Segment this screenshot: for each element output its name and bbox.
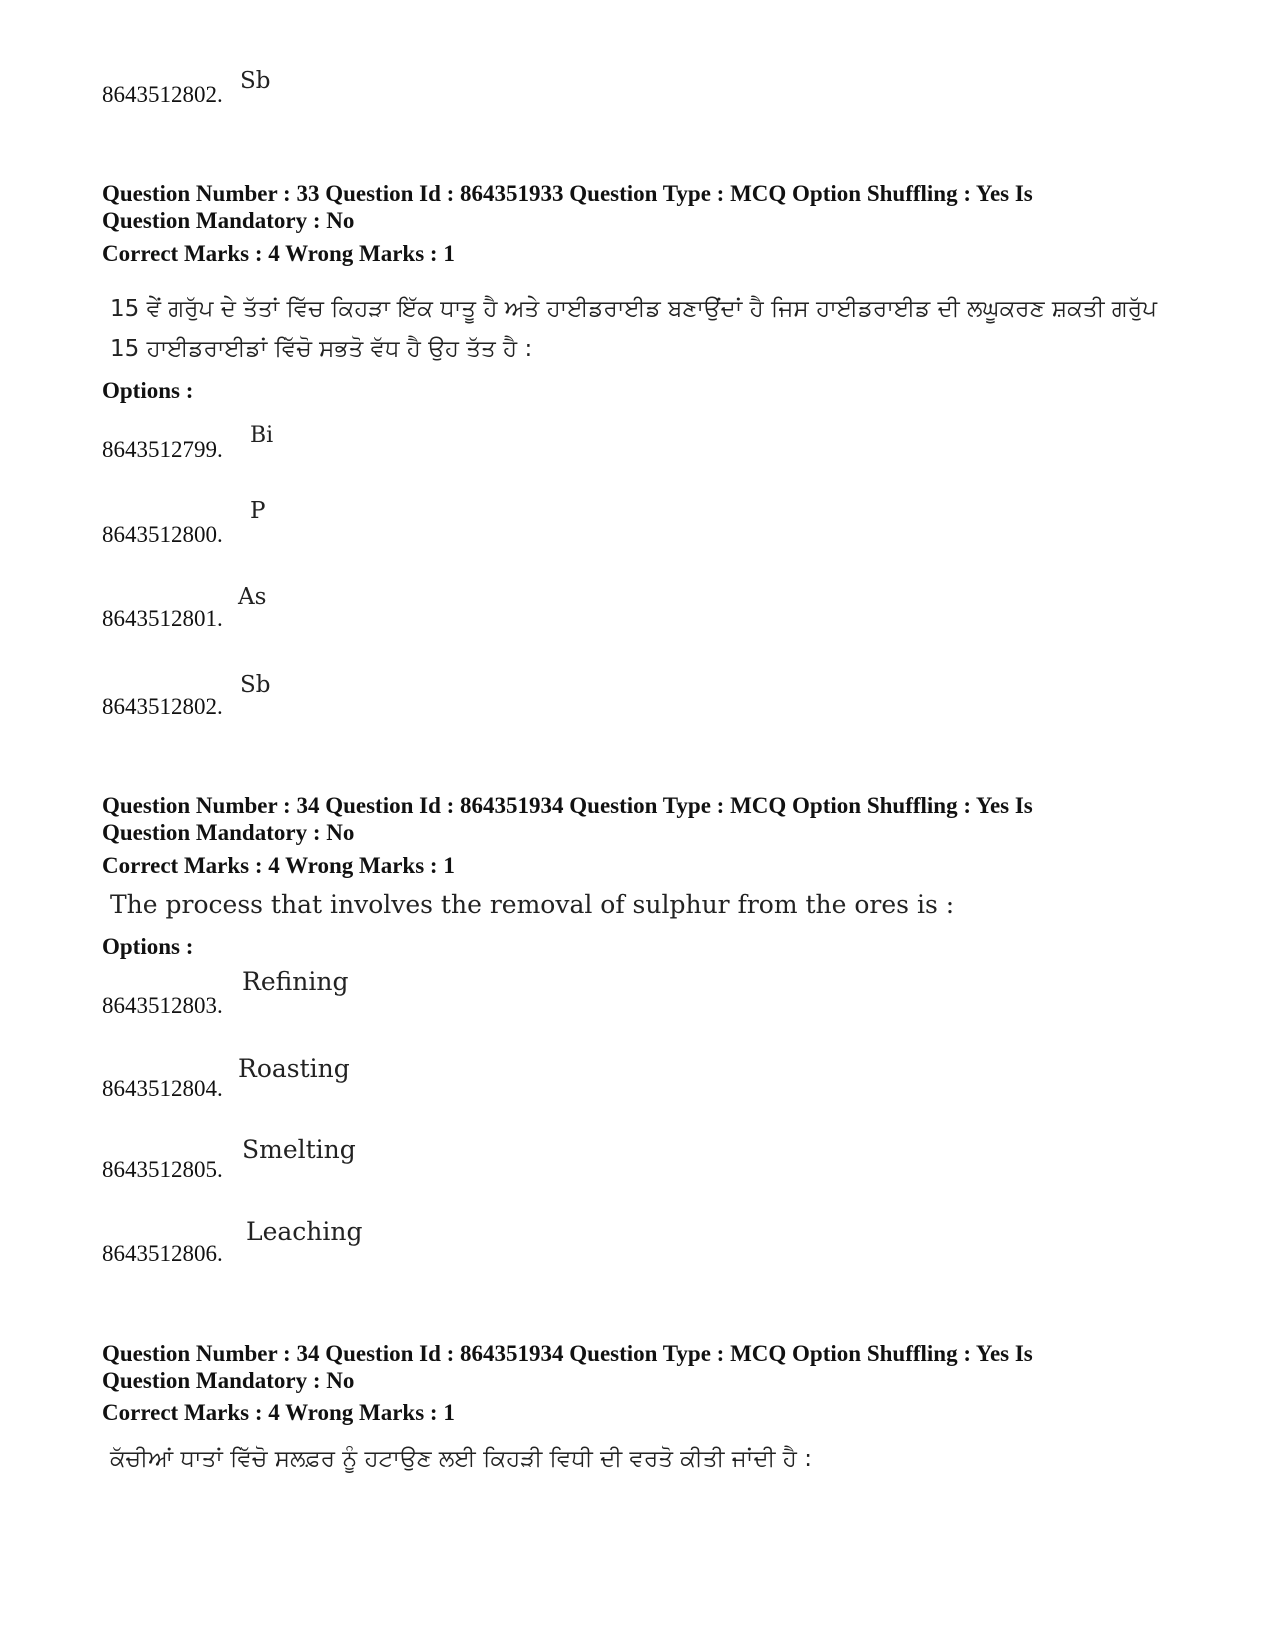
question-marks: Correct Marks : 4 Wrong Marks : 1 <box>102 1400 455 1425</box>
option-text: Smelting <box>242 1135 356 1164</box>
question-marks: Correct Marks : 4 Wrong Marks : 1 <box>102 853 455 878</box>
option-text: Refining <box>242 967 349 996</box>
option-text: Leaching <box>246 1217 363 1246</box>
question-marks: Correct Marks : 4 Wrong Marks : 1 <box>102 241 455 266</box>
options-label: Options : <box>102 934 194 959</box>
question-header: Question Number : 33 Question Id : 864351933 Question Type : MCQ Option Shuffling : Yes Is <box>102 181 1033 206</box>
option-text: Bi <box>250 423 274 448</box>
option-text: Sb <box>240 68 271 94</box>
question-mandatory: Question Mandatory : No <box>102 1368 355 1393</box>
question-text: The process that involves the removal of sulphur from the ores is : <box>110 890 955 919</box>
question-header: Question Number : 34 Question Id : 864351934 Question Type : MCQ Option Shuffling : Yes Is <box>102 793 1033 818</box>
option-id: 8643512804. <box>102 1076 223 1101</box>
option-id: 8643512799. <box>102 437 223 462</box>
option-id: 8643512802. <box>102 82 223 107</box>
question-text-line-1: 15 ਵੇਂ ਗਰੁੱਪ ਦੇ ਤੱਤਾਂ ਵਿੱਚ ਕਿਹੜਾ ਇੱਕ ਧਾਤੂ ਹੈ ਅਤੇ ਹਾਈਡਰਾਈਡ ਬਣਾਉਂਦਾਂ ਹੈ ਜਿਸ ਹਾਈਡਰਾਈਡ ਦੀ ਲਘੂਕਰਣ ਸ਼ਕਤੀ ਗਰੁੱਪ <box>110 296 1157 322</box>
option-id: 8643512803. <box>102 993 223 1018</box>
option-id: 8643512802. <box>102 694 223 719</box>
options-label: Options : <box>102 378 194 403</box>
question-mandatory: Question Mandatory : No <box>102 208 355 233</box>
option-id: 8643512805. <box>102 1157 223 1182</box>
option-text: As <box>238 584 267 610</box>
option-text: Roasting <box>238 1054 350 1083</box>
question-header: Question Number : 34 Question Id : 864351934 Question Type : MCQ Option Shuffling : Yes Is <box>102 1341 1033 1366</box>
question-text: ਕੱਚੀਆਂ ਧਾਤਾਂ ਵਿੱਚੋ ਸਲਫ਼ਰ ਨੂੰ ਹਟਾਉਣ ਲਈ ਕਿਹੜੀ ਵਿਧੀ ਦੀ ਵਰਤੋ ਕੀਤੀ ਜਾਂਦੀ ਹੈ : <box>110 1446 812 1472</box>
option-text: Sb <box>240 672 271 698</box>
question-mandatory: Question Mandatory : No <box>102 820 355 845</box>
option-text: P <box>250 498 266 524</box>
option-id: 8643512800. <box>102 522 223 547</box>
option-id: 8643512801. <box>102 606 223 631</box>
question-text-line-2: 15 ਹਾਈਡਰਾਈਡਾਂ ਵਿੱਚੋ ਸਭਤੋ ਵੱਧ ਹੈ ਉਹ ਤੱਤ ਹੈ : <box>110 336 533 362</box>
option-id: 8643512806. <box>102 1241 223 1266</box>
